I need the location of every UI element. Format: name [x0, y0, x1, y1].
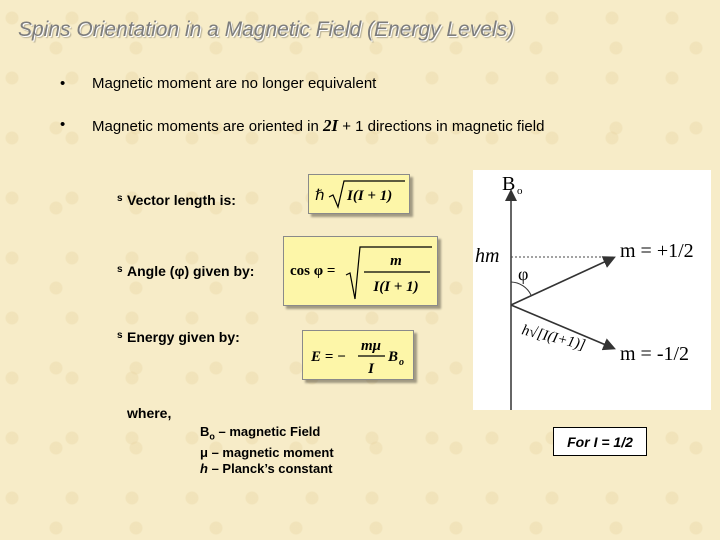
formula-vector-length — [308, 174, 410, 214]
definition-mu — [200, 445, 334, 461]
sub-item-text: Angle (φ) given by: — [127, 263, 255, 279]
bullet-text-before: Magnetic moments are oriented in — [92, 118, 323, 135]
definition-text: – Planck’s constant — [207, 460, 333, 476]
definition-symbol-sub: o — [209, 431, 215, 442]
for-spin-half-box: For I = 1/2 — [553, 427, 647, 456]
formula-angle — [283, 236, 438, 306]
definition-text: – magnetic moment — [207, 444, 334, 460]
vector-radicand: I(I + 1) — [347, 188, 393, 204]
sub-bullet-marker: s — [117, 330, 123, 341]
energy-denominator: I — [368, 361, 374, 377]
angle-denominator: I(I + 1) — [373, 279, 419, 295]
energy-numerator: mμ — [360, 338, 382, 354]
energy-lhs: E = − — [311, 349, 347, 365]
diagram-canvas — [473, 170, 711, 410]
axis-label-sub: o — [517, 185, 523, 197]
bullet-marker: • — [60, 116, 66, 133]
spin-up-state-label: m = +1/2 — [620, 240, 694, 262]
phi-label: φ — [518, 264, 529, 284]
slide-title: Spins Orientation in a Magnetic Field (Energy Levels) — [18, 18, 515, 41]
spin-down-state-label: m = -1/2 — [620, 343, 690, 365]
definition-text: – magnetic Field — [214, 424, 321, 439]
angle-numerator: m — [390, 253, 402, 269]
bullet-text — [92, 116, 544, 136]
definition-symbol: h — [200, 460, 208, 476]
energy-equation — [303, 331, 413, 379]
definition-symbol: μ — [200, 444, 208, 460]
sub-bullet-marker: s — [117, 264, 123, 275]
vector-length-equation — [309, 175, 409, 213]
where-label: where, — [127, 405, 172, 421]
sub-item-text: Energy given by: — [127, 329, 240, 345]
formula-energy — [302, 330, 414, 380]
sub-item-text: Vector length is: — [127, 192, 236, 208]
energy-factor: B — [388, 349, 399, 365]
bullet-marker: • — [60, 75, 66, 92]
hm-label: hm — [475, 245, 500, 267]
bullet-text-after: + 1 directions in magnetic field — [338, 118, 545, 135]
angle-equation — [284, 237, 437, 305]
angle-lhs: cos φ = — [290, 263, 336, 279]
energy-factor-sub: o — [399, 357, 404, 368]
vector-length-label: h√[I(I+1)] — [520, 322, 587, 354]
definition-h — [200, 461, 334, 477]
sub-bullet-marker: s — [117, 193, 123, 204]
definition-bo — [200, 424, 334, 445]
definition-symbol: B — [200, 424, 210, 439]
spin-orientation-diagram — [473, 170, 711, 410]
axis-label: B — [502, 173, 516, 195]
definitions-list — [200, 424, 334, 477]
bullet-text-emphasis: 2I — [322, 116, 339, 135]
bullet-text: Magnetic moment are no longer equivalent — [92, 75, 377, 92]
hbar-symbol: ℏ — [315, 188, 325, 204]
